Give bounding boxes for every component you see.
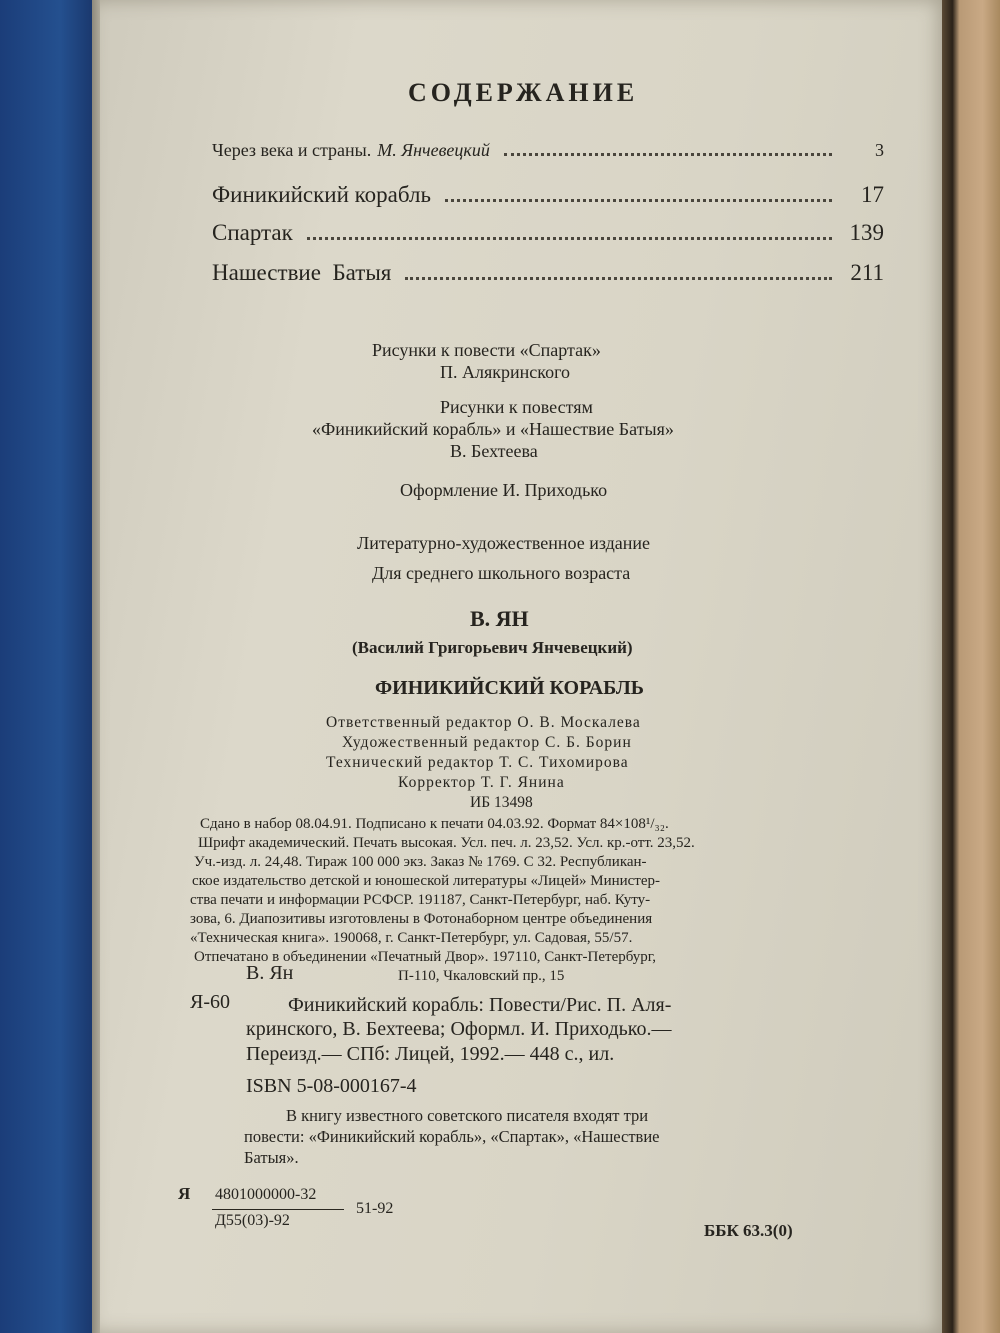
toc-entry-title: Через века и страны. bbox=[212, 140, 372, 160]
toc-entry bbox=[212, 220, 884, 246]
toc-entry bbox=[212, 182, 884, 208]
imprint-line: Отпечатано в объединении «Печатный Двор». 197110, Санкт-Петербург, bbox=[194, 949, 656, 965]
contents-title: СОДЕРЖАНИЕ bbox=[408, 78, 639, 107]
toc-leader-dots bbox=[405, 276, 832, 280]
credit-design: Оформление И. Приходько bbox=[400, 480, 608, 500]
cip-isbn: ISBN 5-08-000167-4 bbox=[246, 1075, 417, 1097]
edition-type: Литературно-художественное издание bbox=[357, 533, 651, 553]
toc-entry-title: Спартак bbox=[212, 220, 293, 245]
imprint-line: ское издательство детской и юношеской литературы «Лицей» Министер- bbox=[192, 873, 661, 889]
annotation-line: повести: «Финикийский корабль», «Спартак», «Нашествие bbox=[244, 1127, 660, 1146]
annotation-line: В книгу известного советского писателя входят три bbox=[286, 1106, 649, 1125]
imprint-line: зова, 6. Диапозитивы изготовлены в Фотонаборном центре объединения bbox=[190, 911, 653, 927]
book-author: В. ЯН bbox=[470, 606, 529, 631]
cip-line: Переизд.— СПб: Лицей, 1992.— 448 с., ил. bbox=[246, 1043, 615, 1065]
credit-others-line3: В. Бехтеева bbox=[450, 441, 538, 461]
toc-entry-author: М. Янчевецкий bbox=[377, 140, 490, 160]
cip-code: Я-60 bbox=[190, 991, 230, 1013]
annotation-line: Батыя». bbox=[244, 1148, 299, 1167]
cip-line: Финикийский корабль: Повести/Рис. П. Аля- bbox=[288, 994, 672, 1016]
catalog-suffix: 51-92 bbox=[356, 1200, 394, 1217]
imprint-line: «Техническая книга». 190068, г. Санкт-Петербург, ул. Садовая, 55/57. bbox=[190, 930, 633, 946]
catalog-numerator: 4801000000-32 bbox=[215, 1186, 317, 1203]
toc-entry-page: 211 bbox=[850, 260, 884, 285]
toc-entry-title: Нашествие Батыя bbox=[212, 260, 392, 285]
ib-number: ИБ 13498 bbox=[470, 794, 533, 811]
toc-entry-page: 139 bbox=[849, 220, 884, 245]
toc-leader-dots bbox=[504, 152, 832, 156]
cip-line: кринского, В. Бехтеева; Оформл. И. Приходько.— bbox=[246, 1018, 672, 1040]
catalog-fraction-line bbox=[212, 1209, 344, 1210]
bbk-code: ББК 63.3(0) bbox=[704, 1221, 793, 1240]
staff-line: Ответственный редактор О. В. Москалева bbox=[326, 714, 641, 731]
toc-entry-page: 17 bbox=[861, 182, 884, 207]
edition-age: Для среднего школьного возраста bbox=[372, 563, 631, 583]
toc-entry bbox=[212, 260, 884, 286]
staff-line: Корректор Т. Г. Янина bbox=[398, 774, 565, 791]
imprint-line: П-110, Чкаловский пр., 15 bbox=[398, 968, 565, 984]
toc-entry-page: 3 bbox=[875, 140, 884, 160]
toc-entry bbox=[212, 140, 884, 162]
toc-leader-dots bbox=[445, 198, 832, 202]
catalog-letter: Я bbox=[178, 1184, 191, 1203]
credit-spartak-line1: Рисунки к повести «Спартак» bbox=[372, 340, 601, 360]
imprint-line: Шрифт академический. Печать высокая. Усл. печ. л. 23,52. Усл. кр.-отт. 23,52. bbox=[198, 835, 695, 851]
cip-author: В. Ян bbox=[246, 962, 294, 984]
credit-others-line1: Рисунки к повестям bbox=[440, 397, 593, 417]
staff-line: Художественный редактор С. Б. Борин bbox=[342, 734, 632, 751]
book-title: ФИНИКИЙСКИЙ КОРАБЛЬ bbox=[375, 677, 645, 699]
book-author-full: (Василий Григорьевич Янчевецкий) bbox=[352, 638, 633, 657]
credit-others-line2: «Финикийский корабль» и «Нашествие Батыя» bbox=[312, 419, 674, 439]
catalog-denominator: Д55(03)-92 bbox=[215, 1212, 290, 1229]
staff-line: Технический редактор Т. С. Тихомирова bbox=[326, 754, 629, 771]
imprint-line: ства печати и информации РСФСР. 191187, Санкт-Петербург, наб. Куту- bbox=[190, 892, 651, 908]
book-gutter bbox=[942, 0, 1000, 1333]
credit-spartak-line2: П. Алякринского bbox=[440, 362, 571, 382]
toc-leader-dots bbox=[307, 236, 832, 240]
imprint-line: Сдано в набор 08.04.91. Подписано к печати 04.03.92. Формат 84×108¹/₃₂. bbox=[200, 816, 669, 832]
imprint-line: Уч.-изд. л. 24,48. Тираж 100 000 экз. Заказ № 1769. С 32. Республикан- bbox=[194, 854, 647, 870]
toc-entry-title: Финикийский корабль bbox=[212, 182, 431, 207]
